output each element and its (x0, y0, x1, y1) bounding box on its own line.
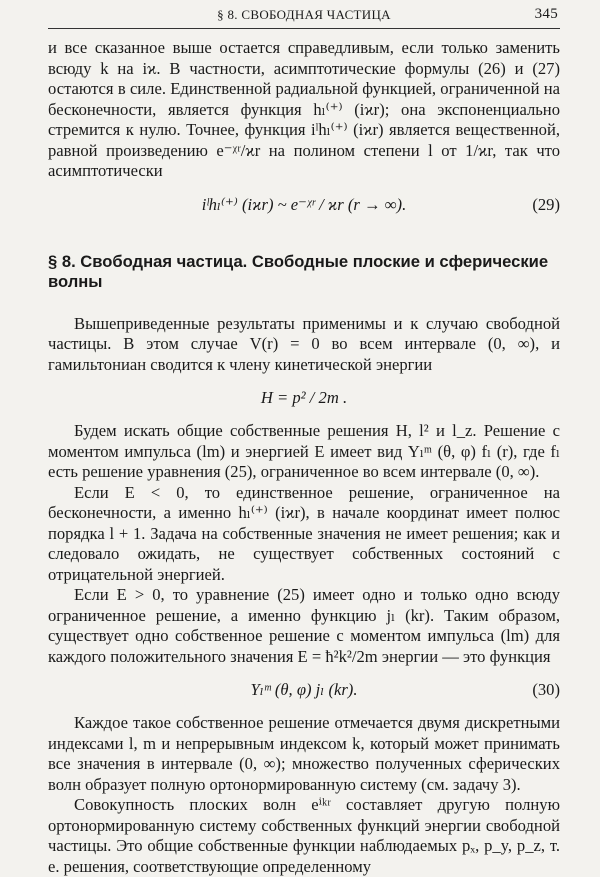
paragraph-eigen-solutions: Будем искать общие собственные решения H, l² и l_z. Решение с моментом импульса (lm) и энергией E имеет вид Yₗᵐ (θ, φ) fₗ (r), где fₗ есть решение уравнения (25), ограниченное во всем интервале (0, ∞). (48, 421, 560, 481)
equation-29-formula: iˡhₗ⁽⁺⁾ (iϰr) ~ e⁻ᵡʳ / ϰr (r → ∞). (201, 194, 407, 214)
paragraph-continued: и все сказанное выше остается справедливым, если только заменить всюду k на iϰ. В частности, асимптотические формулы (26) и (27) остаются в силе. Единственной радиальной функцией, ограниченной на бесконечности, является функция hₗ⁽⁺⁾ (iϰr); она экспоненциально стремится к нулю. Точнее, функция iˡhₗ⁽⁺⁾ (iϰr) является вещественной, равной произведению e⁻ᵡʳ/ϰr на полином степени l от 1/ϰr, так что асимптотически (48, 38, 560, 180)
page-number: 345 (534, 6, 558, 22)
equation-hamiltonian-formula: H = p² / 2m . (260, 388, 348, 407)
header-title: § 8. СВОБОДНАЯ ЧАСТИЦА (217, 7, 391, 22)
paragraph-positive-energy: Если E > 0, то уравнение (25) имеет одно и только одно всюду ограниченное решение, а именно функцию jₗ (kr). Таким образом, существует одно собственное решение с моментом импульса (lm) для каждого положительного значения E = ħ²k²/2m энергии — это функция (48, 585, 560, 666)
equation-29 (48, 182, 560, 228)
equation-30-number: (30) (532, 680, 560, 699)
paragraph-spherical-waves: Каждое такое собственное решение отмечается двумя дискретными индексами l, m и непрерывным индексом k, который может принимать все значения в интервале (0, ∞); множество полученных сферических волн образует полную ортонормированную систему (см. задачу 3). (48, 713, 560, 794)
paragraph-plane-waves: Совокупность плоских волн eⁱᵏʳ составляет другую полную ортонормированную систему собственных функций энергии свободной частицы. Это общие собственные функции наблюдаемых pₓ, p_y, p_z, т. е. решения, соответствующие определенному (48, 795, 560, 876)
page-body (48, 38, 560, 877)
running-header (48, 0, 560, 29)
paragraph-negative-energy: Если E < 0, то единственное решение, ограниченное на бесконечности, а именно hₗ⁽⁺⁾ (iϰr), в начале координат имеет полюс порядка l + 1. Задача на собственные значения не имеет решения; как и следовало ожидать, не существует собственных состояний с отрицательной энергией. (48, 482, 560, 584)
equation-30-formula: Yₗᵐ (θ, φ) jₗ (kr). (250, 680, 358, 699)
paragraph-free-particle: Вышеприведенные результаты применимы и к случаю свободной частицы. В этом случае V(r) = 0 во всем интервале (0, ∞), и гамильтониан сводится к члену кинетической энергии (48, 313, 560, 374)
section-heading: § 8. Свободная частица. Свободные плоские и сферические волны (48, 251, 549, 291)
equation-hamiltonian (48, 375, 560, 421)
equation-29-number: (29) (532, 194, 560, 214)
equation-30 (48, 667, 560, 713)
